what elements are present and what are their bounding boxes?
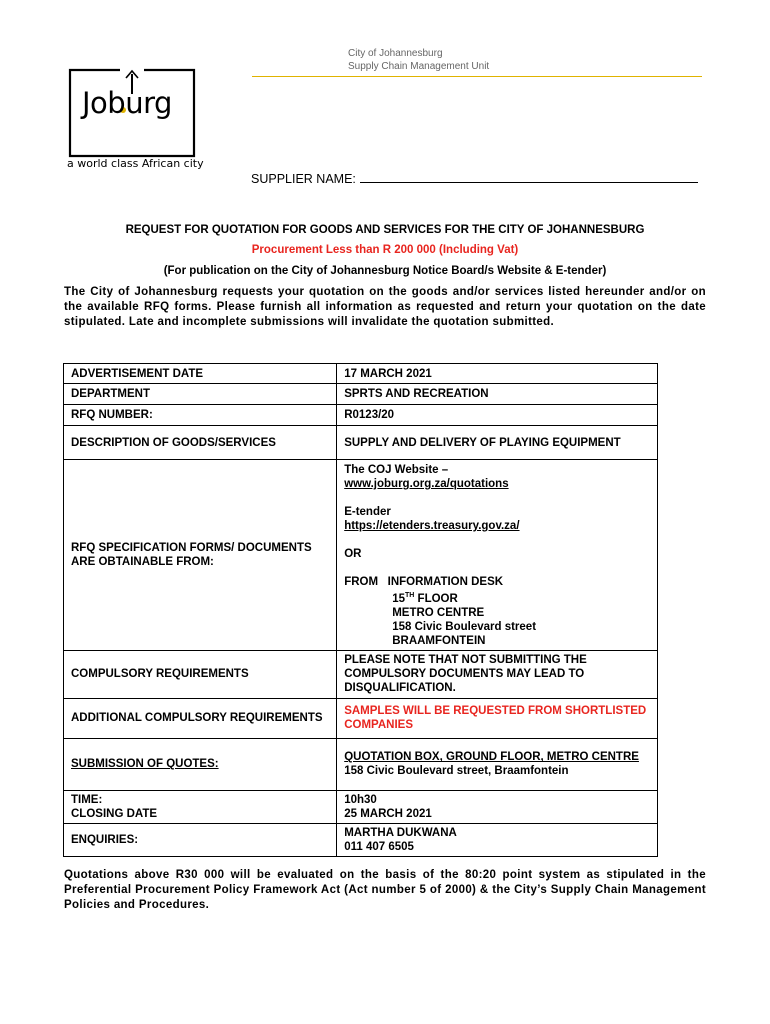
document-title: REQUEST FOR QUOTATION FOR GOODS AND SERVICES FOR THE CITY OF JOHANNESBURG [125,224,645,236]
or-text: OR [344,548,362,560]
forms-source-value [337,460,658,651]
additional-label: ADDITIONAL COMPULSORY REQUIREMENTS [64,698,337,738]
closing-date-label: CLOSING DATE [71,807,158,820]
submission-address: 158 Civic Boulevard street, Braamfontein [344,765,569,778]
info-desk-line [344,575,650,589]
compulsory-label: COMPULSORY REQUIREMENTS [64,650,337,698]
closing-date-value: 25 MARCH 2021 [344,807,432,820]
logo-wordmark: Joburg [82,86,172,120]
submission-box: QUOTATION BOX, GROUND FLOOR, METRO CENTRE [344,751,639,764]
joburg-logo [68,68,196,158]
table-row [64,364,658,384]
table-row [64,460,658,651]
floor-ordinal: TH [405,592,415,599]
submission-value [337,738,658,790]
table-row [64,650,658,698]
description-label: DESCRIPTION OF GOODS/SERVICES [64,426,337,460]
website-label: The COJ Website – [344,464,449,476]
evaluation-footnote: Quotations above R30 000 will be evaluated on the basis of the 80:20 point system as stipulated in the Preferential Procurement Policy Framework Act (Act number 5 of 2000) & the City’s Supply Chain Management Policies and Procedures. [64,869,706,911]
table-row [64,698,658,738]
org-name: City of Johannesburg [348,48,443,59]
floor-number: 15 [392,592,405,605]
intro-paragraph: The City of Johannesburg requests your quotation on the goods and/or services listed hereunder and/or on the available RFQ forms. Please furnish all information as requested and return your quotation on the date stipulated. Late and incomplete submissions will invalidate the quotation submitted. [64,286,706,328]
from-text: FROM [344,576,379,588]
contact-phone: 011 407 6505 [344,840,414,853]
unit-name: Supply Chain Management Unit [348,61,490,72]
header-rule [252,76,702,77]
logo-tagline: a world class African city [67,157,204,170]
floor-line [344,589,650,606]
supplier-name-field [251,170,698,186]
rfq-number-label: RFQ NUMBER: [64,405,337,426]
enquiries-value [337,823,658,856]
table-row [64,823,658,856]
table-row [64,405,658,426]
procurement-subtitle: Procurement Less than R 200 000 (Including Vat) [251,244,519,256]
rfq-details-table [63,363,658,857]
supplier-name-label: SUPPLIER NAME: [251,172,356,186]
time-closing-value [337,790,658,823]
enquiries-label: ENQUIRIES: [64,823,337,856]
compulsory-value: PLEASE NOTE THAT NOT SUBMITTING THE COMPULSORY DOCUMENTS MAY LEAD TO DISQUALIFICATION. [337,650,658,698]
additional-value: SAMPLES WILL BE REQUESTED FROM SHORTLISTED COMPANIES [337,698,658,738]
time-closing-label [64,790,337,823]
floor-word: FLOOR [417,592,458,605]
time-label: TIME: [71,793,103,806]
publication-note: (For publication on the City of Johannesburg Notice Board/s Website & E-tender) [163,265,607,277]
supplier-name-blank [360,170,698,183]
submission-label: SUBMISSION OF QUOTES: [64,738,337,790]
table-row [64,384,658,405]
etender-link[interactable]: https://etenders.treasury.gov.za/ [344,520,520,532]
table-row [64,790,658,823]
etender-label: E-tender [344,506,391,518]
advert-date-label: ADVERTISEMENT DATE [64,364,337,384]
info-desk-text: INFORMATION DESK [387,576,504,588]
forms-source-label: RFQ SPECIFICATION FORMS/ DOCUMENTS ARE OBTAINABLE FROM: [64,460,337,651]
building-line: METRO CENTRE [392,606,485,619]
rfq-number-value: R0123/20 [337,405,658,426]
department-label: DEPARTMENT [64,384,337,405]
department-value: SPRTS AND RECREATION [337,384,658,405]
table-row [64,426,658,460]
website-link[interactable]: www.joburg.org.za/quotations [344,478,509,490]
street-line: 158 Civic Boulevard street [392,620,537,633]
advert-date-value: 17 MARCH 2021 [337,364,658,384]
contact-name: MARTHA DUKWANA [344,826,457,839]
org-header [348,47,489,73]
time-value: 10h30 [344,793,377,806]
suburb-line: BRAAMFONTEIN [392,634,486,647]
description-value: SUPPLY AND DELIVERY OF PLAYING EQUIPMENT [337,426,658,460]
table-row [64,738,658,790]
